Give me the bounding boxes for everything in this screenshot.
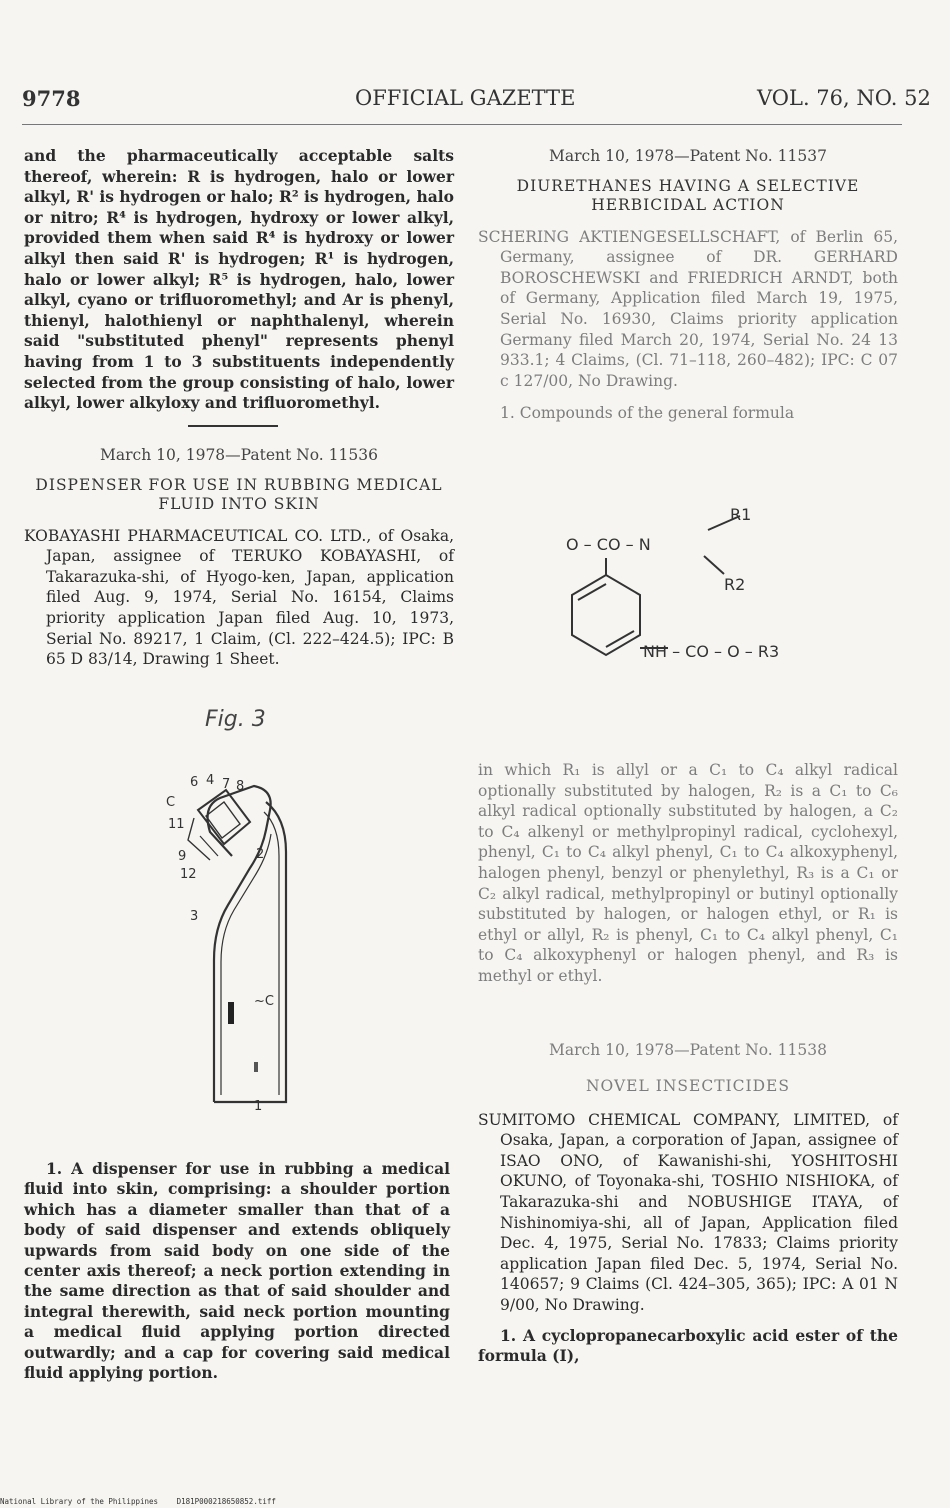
patent-title: DISPENSER FOR USE IN RUBBING MEDICAL FLUID INTO SKIN	[35, 475, 443, 513]
svg-text:6: 6	[190, 775, 199, 790]
continuation-text: and the pharmaceutically acceptable salts thereof, wherein: R is hydrogen, halo or lower alkyl, R' is hydrogen or halo; R² is hydrogen, halo or nitro; R⁴ is hydrogen, hydroxy or lower alkyl, provided them when said R⁴ is hydroxy or lower alkyl then said R' is hydrogen; R¹ is hydrogen, halo or lower alkyl; R⁵ is hydrogen, halo, lower alkyl, cyano or trifluoromethyl; and Ar is phenyl, thienyl, halothienyl or naphthalenyl, wherein said "substituted phenyl" represents phenyl having from 1 to 3 substituents independently selected from the group consisting of halo, lower alkyl, lower alkyloxy and trifluoromethyl.	[24, 146, 454, 413]
formula-amide-group: NH – CO – O – R3	[643, 642, 780, 661]
claim-text: 1. A dispenser for use in rubbing a medical fluid into skin, comprising: a shoulder portion which has a diameter smaller than that of a body of said dispenser and extends obliquely upwards from said body on one side of the center axis thereof; a neck portion extending in the same direction as that of said shoulder and integral therewith, said neck portion mounting a medical fluid applying portion directed outwardly; and a cap for covering said medical fluid applying portion.	[24, 1159, 450, 1383]
svg-text:4: 4	[206, 773, 215, 788]
claim-text: 1. A cyclopropanecarboxylic acid ester of the formula (I),	[478, 1325, 898, 1366]
formula-r2: R2	[724, 575, 746, 594]
patent-details: KOBAYASHI PHARMACEUTICAL CO. LTD., of Osaka, Japan, assignee of TERUKO KOBAYASHI, of Takarazuka-shi, of Hyogo-ken, Japan, application filed Aug. 9, 1974, Serial No. 16154, Claims priority application Japan filed Aug. 10, 1973, Serial No. 89217, 1 Claim, (Cl. 222–424.5); IPC: B 65 D 83/14, Drawing 1 Sheet.	[24, 526, 454, 669]
patent-11536-claim	[24, 1159, 450, 1383]
footer-source: National Library of the Philippines	[0, 1497, 159, 1506]
claim-body: in which R₁ is allyl or a C₁ to C₄ alkyl radical optionally substituted by halogen, R₂ is a C₁ to C₆ alkyl radical optionally substituted by halogen, a C₂ to C₄ alkenyl or methylpropinyl radical, cyclohexyl, phenyl, C₁ to C₄ alkyl phenyl, C₁ to C₄ alkoxyphenyl, halogen phenyl, benzyl or phenylethyl, R₃ is a C₁ or C₂ alkyl radical, methylpropinyl or butinyl optionally substituted by halogen, or halogen ethyl, or R₁ is ethyl or allyl, R₂ is phenyl, C₁ to C₄ alkyl phenyl, C₁ to C₄ alkoxyphenyl or halogen phenyl, and R₃ is methyl or ethyl.	[478, 761, 898, 985]
patent-date-line: March 10, 1978—Patent No. 11537	[549, 147, 827, 165]
page-number: 9778	[22, 86, 81, 111]
svg-text:8: 8	[236, 779, 245, 794]
patent-details: SUMITOMO CHEMICAL COMPANY, LIMITED, of Osaka, Japan, a corporation of Japan, assignee of ISAO ONO, of Kawanishi-shi, YOSHITOSHI OKUNO, of Toyonaka-shi, TOSHIO NISHIOKA, of Takarazuka-shi and NOBUSHIGE ITAYA, of Nishinomiya-shi, all of Japan, Application filed Dec. 4, 1975, Serial No. 17833; Claims priority application Japan filed Dec. 5, 1974, Serial No. 140657; 9 Claims (Cl. 424–305, 365); IPC: A 01 N 9/00, No Drawing.	[478, 1110, 898, 1314]
patent-11537	[478, 146, 898, 424]
patent-date-line: March 10, 1978—Patent No. 11536	[100, 446, 378, 464]
patent-date-line: March 10, 1978—Patent No. 11538	[549, 1041, 827, 1059]
left-column	[24, 146, 454, 414]
svg-text:1: 1	[254, 1099, 263, 1114]
patent-11537-claim	[478, 760, 898, 987]
svg-text:2: 2	[256, 847, 265, 862]
patent-11536	[24, 445, 454, 670]
svg-text:~C: ~C	[254, 994, 274, 1009]
patent-title: NOVEL INSECTICIDES	[585, 1076, 790, 1095]
volume-number: VOL. 76, NO. 52	[757, 86, 931, 110]
patent-11538	[478, 1040, 898, 1367]
patent-details: SCHERING AKTIENGESELLSCHAFT, of Berlin 65, Germany, assignee of DR. GERHARD BOROSCHEWSKI and FRIEDRICH ARNDT, both of Germany, Application filed March 19, 1975, Serial No. 16930, Claims priority application Germany filed March 20, 1974, Serial No. 24 13 933.1; 4 Claims, (Cl. 71–118, 260–482); IPC: C 07 c 127/00, No Drawing.	[478, 227, 898, 390]
svg-text:7: 7	[222, 777, 231, 792]
formula-r1: R1	[730, 505, 752, 524]
dispenser-drawing	[158, 770, 308, 1115]
svg-text:C: C	[166, 795, 176, 810]
svg-text:11: 11	[168, 817, 185, 832]
footer-file: D181P000218650852.tiff	[176, 1497, 276, 1506]
svg-text:12: 12	[180, 867, 197, 882]
formula-ester-group: O – CO – N	[566, 535, 651, 554]
claim-intro: 1. Compounds of the general formula	[500, 404, 795, 423]
svg-text:3: 3	[190, 909, 199, 924]
gazette-title: OFFICIAL GAZETTE	[355, 86, 576, 110]
header-rule	[22, 124, 902, 125]
scan-footer	[0, 1497, 276, 1506]
patent-title: DIURETHANES HAVING A SELECTIVE HERBICIDAL ACTION	[516, 176, 860, 214]
svg-text:9: 9	[178, 849, 187, 864]
chemical-structure	[528, 490, 868, 700]
figure-label: Fig. 3	[205, 707, 266, 732]
section-divider	[188, 425, 278, 427]
